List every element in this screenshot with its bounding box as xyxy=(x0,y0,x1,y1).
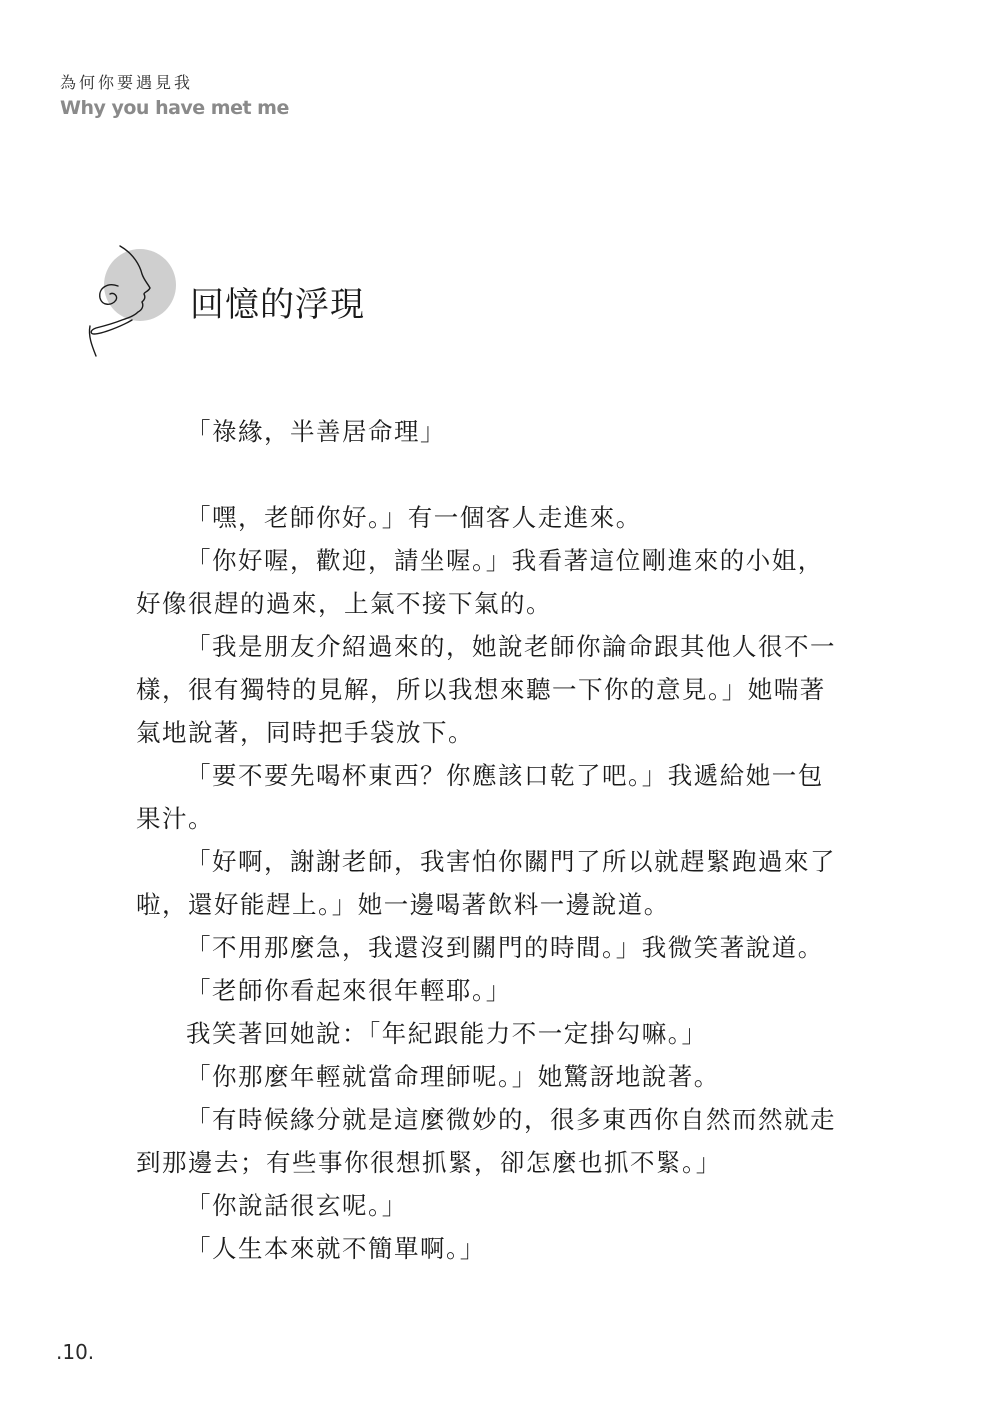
paragraph: 「祿緣，半善居命理」 xyxy=(186,417,446,446)
paragraph: 「你好喔，歡迎，請坐喔。」我看著這位剛進來的小姐，好像很趕的過來，上氣不接下氣的。 xyxy=(136,546,824,618)
paragraph: 「我是朋友介紹過來的，她說老師你論命跟其他人很不一樣，很有獨特的見解，所以我想來聽一下你的意見。」她喘著氣地說著，同時把手袋放下。 xyxy=(136,632,836,747)
paragraph: 我笑著回她說：「年紀跟能力不一定掛勾嘛。」 xyxy=(186,1019,708,1048)
running-header xyxy=(60,72,289,120)
paragraph: 「老師你看起來很年輕耶。」 xyxy=(186,976,512,1005)
paragraph: 「好啊，謝謝老師，我害怕你關門了所以就趕緊跑過來了啦，還好能趕上。」她一邊喝著飲料一邊說道。 xyxy=(136,847,836,919)
paragraph: 「人生本來就不簡單啊。」 xyxy=(186,1234,486,1263)
chapter-title: 回憶的浮現 xyxy=(190,285,365,325)
paragraph: 「你那麼年輕就當命理師呢。」她驚訝地說著。 xyxy=(186,1062,720,1091)
book-title-english: Why you have met me xyxy=(60,97,289,119)
paragraph: 「不用那麼急，我還沒到關門的時間。」我微笑著說道。 xyxy=(186,933,824,962)
paragraph: 「有時候緣分就是這麼微妙的，很多東西你自然而然就走到那邊去；有些事你很想抓緊，卻怎麼也抓不緊。」 xyxy=(136,1105,836,1177)
paragraph: 「你說話很玄呢。」 xyxy=(186,1191,408,1220)
body-text xyxy=(136,410,836,1270)
page-number: .10. xyxy=(56,1340,95,1364)
face-line-art-icon xyxy=(82,240,192,360)
book-title-chinese: 為何你要遇見我 xyxy=(60,73,194,92)
paragraph: 「要不要先喝杯東西？你應該口乾了吧。」我遞給她一包果汁。 xyxy=(136,761,824,833)
paragraph: 「嘿，老師你好。」有一個客人走進來。 xyxy=(186,503,642,532)
